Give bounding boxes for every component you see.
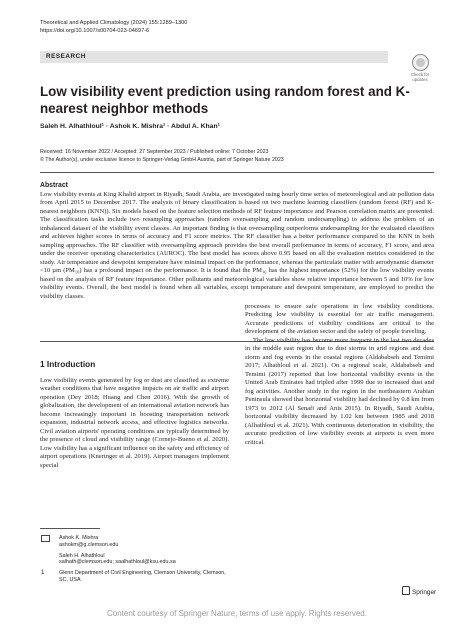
- intro-paragraph-2: The low visibility has become more frequent in the last two decades in the middle east region due to dust storms in arid regions and dust storm and fog events in the coastal regions (Aldababseh and Temimi 2017; Alhathloul et al. 2021). On a regional scale, Aldababseh and Temimi (2017) reported that low horizontal visibility events in the United Arab Emirates had tripled after 1999 due to increased dust and fog activities. Another study in the region in the northeastern Arabian Peninsula showed that horizontal visibility had declined by 0.8 km from 1973 to 2012 (Al Senafi and Anis 2015). In Riyadh, Saudi Arabia, horizontal visibility decreased by 1.02 km between 1985 and 2018 (Alhathloul et al. 2021). With continuous deterioration in visibility, the accurate prediction of low visibility events at airports is even more critical.: [245, 336, 434, 446]
- publisher-name: Springer: [412, 589, 437, 596]
- corresponding-author-name: Ashok K. Mishra: [59, 535, 99, 541]
- publication-dates: Received: 16 November 2022 / Accepted: 27 September 2023 / Published online: 7 October 2023: [40, 149, 269, 155]
- author-list: Saleh H. Alhathloul¹ · Ashok K. Mishra¹ · Abdul A. Khan¹: [40, 123, 220, 130]
- article-title: Low visibility event prediction using random forest and K-nearest neighbor methods: [40, 84, 410, 116]
- courtesy-notice: Content courtesy of Springer Nature, terms of use apply. Rights reserved.: [107, 609, 367, 618]
- journal-citation: Theoretical and Applied Climatology (2024) 155:1289–1300: [40, 20, 188, 26]
- affiliation-note: [40, 570, 229, 584]
- intro-right-column: [245, 303, 434, 447]
- intro-left-column: [40, 377, 229, 470]
- intro-paragraph-1: Low visibility events generated by fog or dust are classified as extreme weather conditions that have negative impacts on air traffic and airport operation (Dey 2018; Huang and Chen 2016). With the growth of globalization, the development of an international aviation network has become increasingly important in boosting transportation network expansion, industrial network access, and effective logistics networks. Civil aviation airports' operating conditions are typically determined by the presence of cloud and visibility range (Cornejo-Bueno et al. 2020). Low visibility has a significant influence on the safety and efficiency of airport operations (Kneringer et al. 2019). Airport managers implement special: [40, 377, 229, 469]
- section-heading-introduction: 1 Introduction: [40, 359, 96, 369]
- section-label: RESEARCH: [46, 53, 86, 60]
- affiliation-marker: 1: [41, 570, 45, 577]
- abstract-text: Low visibility events at King Khalid airport in Riyadh, Saudi Arabia, are investigated using hourly time series of meteorological and air pollution data from April 2015 to December 2017. The analysis of binary classification is based on two machine learning classifiers (random forest (RF) and K-nearest neighbors (KNN)). Six models based on the feature selection methods of RF feature importance and Pearson correlation matrix are presented. The classification tasks include two resampling approaches (random oversampling and random undersampling) to address the problem of an imbalanced dataset of the visibility event classes. An important finding is that oversampling outperforms undersampling for the evaluated classifiers and achieves higher scores in terms of accuracy and F1 score metrics. The RF classifier has a better performance compared to the KNN in both sampling approaches. The RF classifier with oversampling approach provides the best overall performance in terms of accuracy, F1 score, and area under the receiver operating characteristics (AUROC). The best model has scores above 0.95 based on all the evaluation metrics considered in the study. Air temperature and dewpoint temperature have minimal impact on the performance, whereas the particulate matter with aerodynamic diameter <10 µm (PM₁₀) has a profound impact on the performance. It is found that the PM₁₀ has the highest importance (52%) for the low visibility events based on the analysis of RF feature importance. Other pollutants and meteorological variables show relative importance between 5 and 10% for low visibility events. Overall, the best model is found when all variables, except temperature and dewpoint temperature, are employed to predict the visibility classes.: [40, 191, 434, 300]
- crossmark-icon: [412, 54, 429, 71]
- copyright-line: © The Author(s), under exclusive licence to Springer-Verlag GmbH Austria, part of Springer Nature 2023: [40, 156, 284, 163]
- second-author-email[interactable]: salhath@clemson.edu; saalhathloul@ksu.edu.sa: [59, 559, 176, 566]
- doi-link[interactable]: https://doi.org/10.1007/s00704-023-04697-6: [40, 28, 150, 34]
- footnotes: [40, 535, 229, 588]
- article-history: [40, 149, 284, 164]
- corresponding-author-email[interactable]: ashokm@g.clemson.edu: [59, 541, 119, 548]
- journal-header: [40, 19, 187, 35]
- second-author-note: [40, 553, 229, 567]
- second-author-name: Saleh H. Alhathloul: [59, 552, 105, 559]
- divider-top: [40, 172, 434, 173]
- check-for-updates-badge[interactable]: [405, 54, 435, 82]
- check-for-updates-label: Check for updates: [410, 72, 430, 82]
- section-label-bar: [40, 51, 388, 63]
- corresponding-author-note: [40, 535, 229, 549]
- footnote-divider: [40, 528, 100, 529]
- publisher-logo: [402, 586, 436, 596]
- envelope-icon: [41, 535, 50, 545]
- affiliation-text: Glenn Department of Civil Engineering, Clemson University, Clemson, SC, USA: [59, 570, 226, 583]
- intro-paragraph-continued: processes to ensure safe operations in low visibility conditions. Predicting low visibility is essential for air traffic management. Accurate predictions of visibility conditions are critical to the development of the aviation sector and the safety of people traveling.: [245, 303, 434, 336]
- springer-horse-icon: [402, 586, 410, 595]
- abstract-heading: Abstract: [40, 182, 68, 189]
